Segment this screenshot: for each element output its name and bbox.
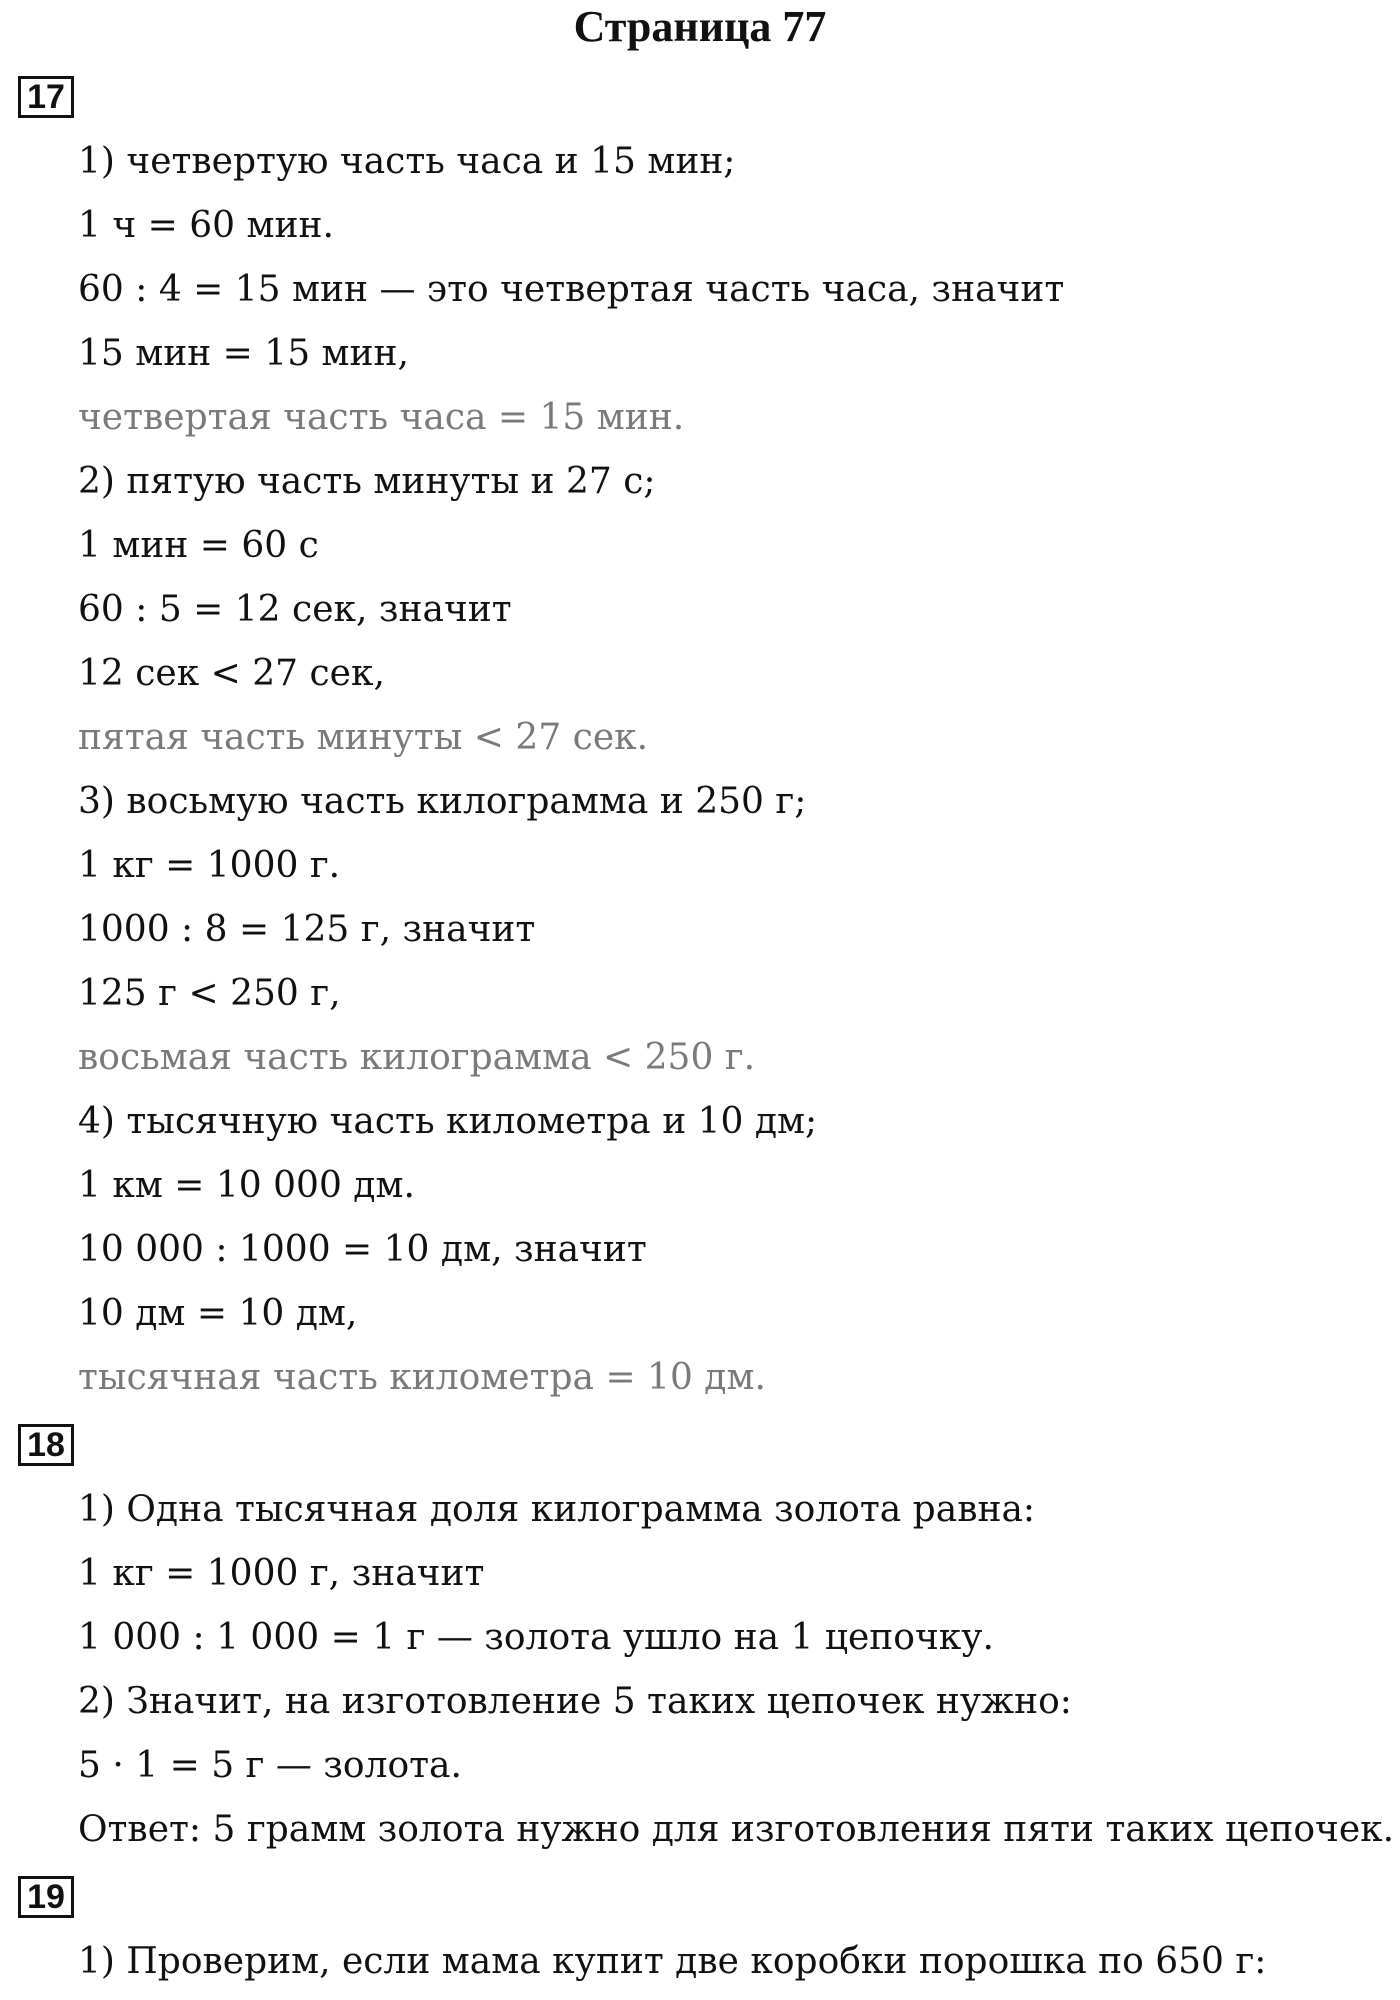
task-18-line: 1 кг = 1000 г, значит — [78, 1553, 485, 1594]
task-17-line: 12 сек < 27 сек, — [78, 653, 385, 694]
task-17-number: 17 — [18, 76, 74, 118]
task-17-answer: четвертая часть часа = 15 мин. — [78, 397, 685, 438]
task-17-line: 1 ч = 60 мин. — [78, 205, 334, 246]
task-17-line: 10 дм = 10 дм, — [78, 1293, 358, 1334]
task-17-line: 3) восьмую часть килограмма и 250 г; — [78, 781, 807, 822]
task-17-line: 1 км = 10 000 дм. — [78, 1165, 415, 1206]
page-title: Страница 77 — [573, 2, 827, 51]
task-18-line: 2) Значит, на изготовление 5 таких цепочек нужно: — [78, 1681, 1072, 1722]
task-17-line: 15 мин = 15 мин, — [78, 333, 409, 374]
task-17-line: 2) пятую часть минуты и 27 с; — [78, 461, 656, 502]
task-17-answer: тысячная часть километра = 10 дм. — [78, 1357, 766, 1398]
task-17-line: 1 кг = 1000 г. — [78, 845, 341, 886]
task-18-line: 1 000 : 1 000 = 1 г — золота ушло на 1 цепочку. — [78, 1617, 994, 1658]
task-17-line: 60 : 5 = 12 сек, значит — [78, 589, 512, 630]
task-17-line: 60 : 4 = 15 мин — это четвертая часть часа, значит — [78, 269, 1065, 310]
task-18-answer-line: Ответ: 5 грамм золота нужно для изготовления пяти таких цепочек. — [78, 1809, 1395, 1850]
task-17-line: 10 000 : 1000 = 10 дм, значит — [78, 1229, 647, 1270]
task-17-line: 1000 : 8 = 125 г, значит — [78, 909, 536, 950]
task-17-line: 4) тысячную часть километра и 10 дм; — [78, 1101, 818, 1142]
task-17-line: 1) четвертую часть часа и 15 мин; — [78, 141, 736, 182]
task-19-number: 19 — [18, 1876, 74, 1918]
task-18-number: 18 — [18, 1424, 74, 1466]
task-17-line: 125 г < 250 г, — [78, 973, 341, 1014]
task-18-line: 1) Одна тысячная доля килограмма золота равна: — [78, 1489, 1036, 1530]
task-17-answer: восьмая часть килограмма < 250 г. — [78, 1037, 756, 1078]
task-18-line: 5 · 1 = 5 г — золота. — [78, 1745, 462, 1786]
task-17-line: 1 мин = 60 с — [78, 525, 319, 566]
task-17-answer: пятая часть минуты < 27 сек. — [78, 717, 649, 758]
task-19-line: 1) Проверим, если мама купит две коробки порошка по 650 г: — [78, 1941, 1267, 1982]
